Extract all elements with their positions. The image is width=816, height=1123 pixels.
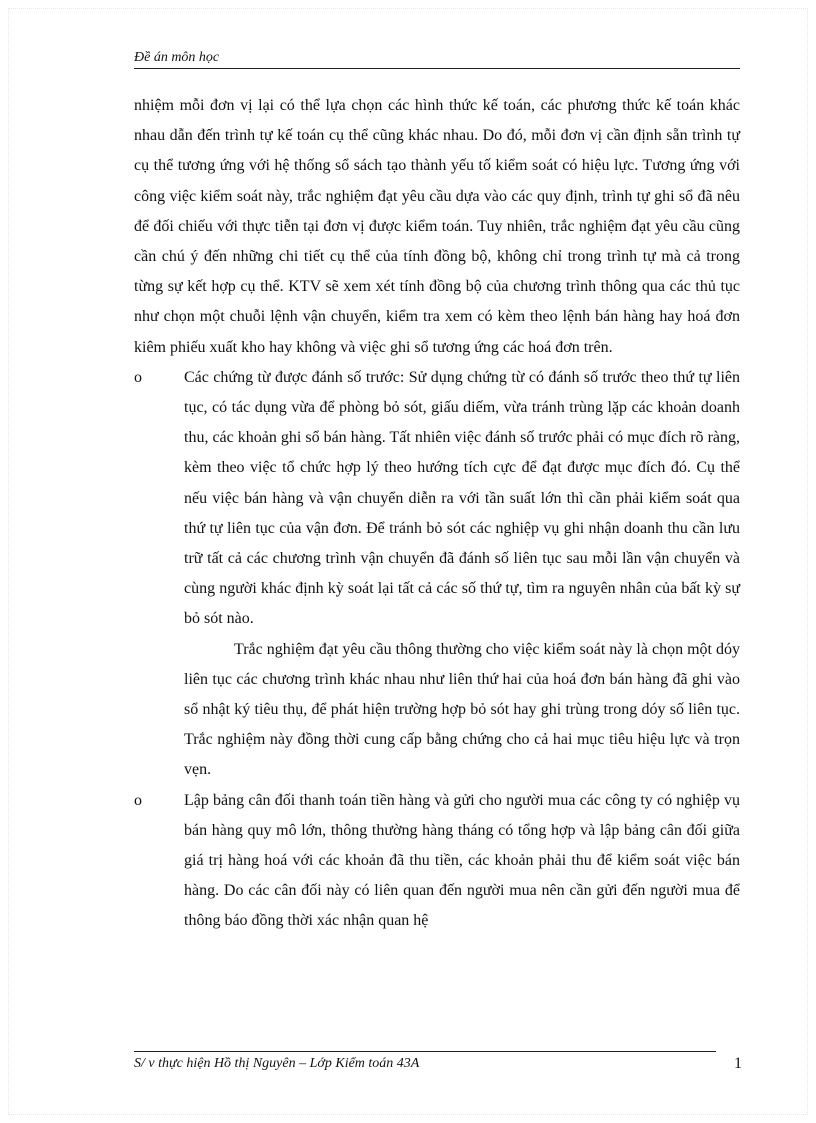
followup-text: Trắc nghiệm đạt yêu cầu thông thường cho việc kiểm soát này là chọn một dóy liên tục các chương trình khác nhau như liên thứ hai của hoá đơn bán hàng đã ghi vào sổ nhật ký tiêu thụ, để phát hiện trường hợp bỏ sót hay ghi trùng trong dóy số liên tục. Trắc nghiệm này đồng thời cung cấp bằng chứng cho cả hai mục tiêu hiệu lực và trọn vẹn. [184, 640, 740, 779]
document-body [134, 91, 740, 937]
page-footer: S/ v thực hiện Hồ thị Nguyên – Lớp Kiểm toán 43A [134, 1056, 420, 1071]
bullet-item-numbered-documents [134, 363, 740, 635]
header-divider [134, 68, 740, 69]
page-header: Đề án môn học [134, 50, 220, 65]
footer-divider [134, 1051, 716, 1052]
followup-paragraph [134, 635, 740, 786]
bullet-text: Các chứng từ được đánh số trước: Sử dụng chứng từ có đánh số trước theo thứ tự liên tục, có tác dụng vừa để phòng bỏ sót, giấu diếm, vừa tránh trùng lặp các khoản doanh thu, các khoản ghi sổ bán hàng. Tất nhiên việc đánh số trước phải có mục đích rõ ràng, kèm theo việc tổ chức hợp lý theo hướng tích cực để đạt được mục đích đó. Cụ thể nếu việc bán hàng và vận chuyển diễn ra với tần suất lớn thì cần phải kiểm soát qua thứ tự liên tục của vận đơn. Để tránh bỏ sót các nghiệp vụ ghi nhận doanh thu cần lưu trữ tất cả các chương trình vận chuyển đã đánh số liên tục sau mỗi lần vận chuyển và cùng người khác định kỳ soát lại tất cả các số thứ tự, tìm ra nguyên nhân của bất kỳ sự bỏ sót nào. [184, 368, 740, 628]
bullet-icon: o [134, 368, 142, 386]
intro-paragraph: nhiệm mỗi đơn vị lại có thể lựa chọn các hình thức kế toán, các phương thức kế toán khác nhau dẫn đến trình tự kế toán cụ thể cũng khác nhau. Do đó, mỗi đơn vị cần định sẵn trình tự cụ thể tương ứng với hệ thống sổ sách tạo thành yếu tố kiểm soát có hiệu lực. Tương ứng với công việc kiểm soát này, trắc nghiệm đạt yêu cầu dựa vào các quy định, trình tự ghi sổ đã nêu để đối chiếu với thực tiễn tại đơn vị được kiểm toán. Tuy nhiên, trắc nghiệm đạt yêu cầu cũng cần chú ý đến những chi tiết cụ thể của tính đồng bộ, không chỉ trong trình tự mà cả trong từng sự kết hợp cụ thể. KTV sẽ xem xét tính đồng bộ của chương trình thông qua các thủ tục như chọn một chuỗi lệnh vận chuyển, kiểm tra xem có kèm theo lệnh bán hàng hay hoá đơn kiêm phiếu xuất kho hay không và việc ghi sổ tương ứng các hoá đơn trên. [134, 97, 740, 356]
bullet-item-balance-sheet [134, 786, 740, 937]
page-number: 1 [734, 1055, 742, 1072]
bullet-text: Lập bảng cân đối thanh toán tiền hàng và gửi cho người mua các công ty có nghiệp vụ bán hàng quy mô lớn, thông thường hàng tháng có tổng hợp và lập bảng cân đối giữa giá trị hàng hoá với các khoản đã thu tiền, các khoản phải thu để kiểm soát việc bán hàng. Do các cân đối này có liên quan đến người mua nên cần gửi đến người mua để thông báo đồng thời xác nhận quan hệ [184, 791, 740, 930]
bullet-icon: o [134, 791, 142, 809]
